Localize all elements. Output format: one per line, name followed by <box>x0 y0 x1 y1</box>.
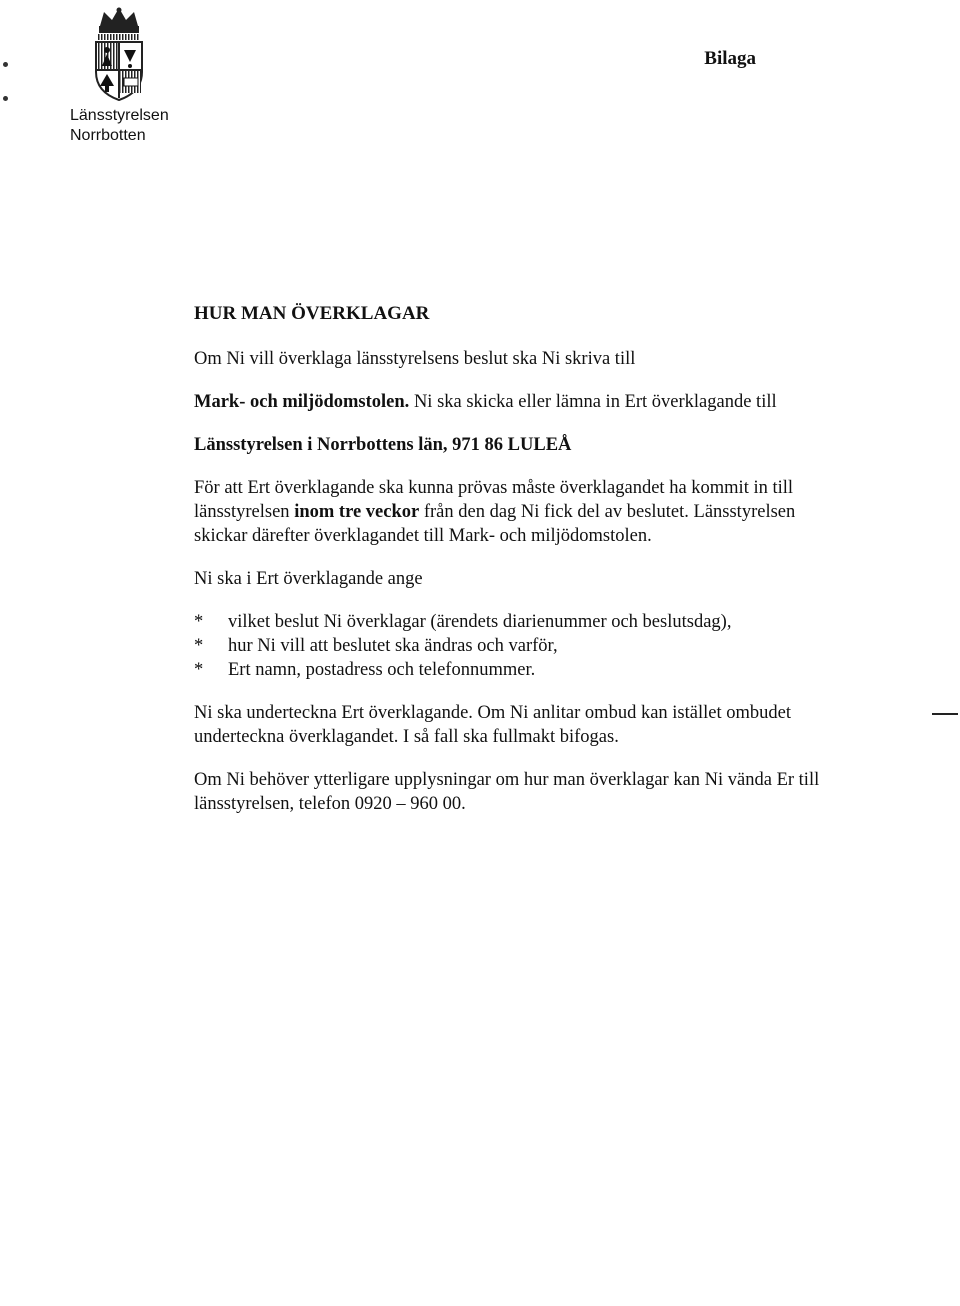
contact-line2: länsstyrelsen, telefon 0920 – 960 00. <box>194 794 466 814</box>
deadline-line3: skickar därefter överklagandet till Mark- och miljödomstolen. <box>194 526 652 546</box>
contact-line1: Om Ni behöver ytterligare upplysningar om hur man överklagar kan Ni vända Er till <box>194 770 820 790</box>
scan-mark <box>3 62 8 67</box>
submit-instruction: Ni ska skicka eller lämna in Ert överklagande till <box>409 392 777 412</box>
list-item: * vilket beslut Ni överklagar (ärendets diarienummer och beslutsdag), <box>194 612 732 632</box>
appeal-instructions <box>194 302 884 816</box>
organization-name <box>70 106 169 146</box>
intro-paragraph-line1: Om Ni vill överklaga länsstyrelsens beslut ska Ni skriva till <box>194 349 636 369</box>
attachment-label: Bilaga <box>704 48 756 69</box>
deadline-line1: För att Ert överklagande ska kunna prövas måste överklagandet ha kommit in till <box>194 478 794 498</box>
list-item: * hur Ni vill att beslutet ska ändras och varför, <box>194 636 558 656</box>
document-heading: HUR MAN ÖVERKLAGAR <box>194 303 430 324</box>
bullet-asterisk-icon: * <box>194 660 204 680</box>
scan-mark <box>3 96 8 101</box>
org-name-line2: Norrbotten <box>70 127 146 144</box>
deadline-line2-end: från den dag Ni fick del av beslutet. Länsstyrelsen <box>419 502 796 522</box>
list-item: * Ert namn, postadress och telefonnummer. <box>194 660 536 680</box>
deadline-emphasis: inom tre veckor <box>294 502 420 522</box>
court-name: Mark- och miljödomstolen. <box>194 392 410 412</box>
content-requirements-intro: Ni ska i Ert överklagande ange <box>194 569 423 589</box>
org-name-line1: Länsstyrelsen <box>70 107 169 124</box>
intro-paragraph-line2 <box>194 390 884 414</box>
requirements-list <box>194 610 884 682</box>
deadline-line2 <box>194 500 884 524</box>
signature-line1: Ni ska underteckna Ert överklagande. Om Ni anlitar ombud kan istället ombudet <box>194 703 791 723</box>
signature-line2: underteckna överklagandet. I så fall ska fullmakt bifogas. <box>194 727 619 747</box>
bullet-asterisk-icon: * <box>194 636 204 656</box>
deadline-line2-start: länsstyrelsen <box>194 502 295 522</box>
coat-of-arms-logo <box>86 6 152 102</box>
submission-address: Länsstyrelsen i Norrbottens län, 971 86 LULEÅ <box>194 435 572 455</box>
bullet-asterisk-icon: * <box>194 612 204 632</box>
margin-rule <box>932 713 958 715</box>
